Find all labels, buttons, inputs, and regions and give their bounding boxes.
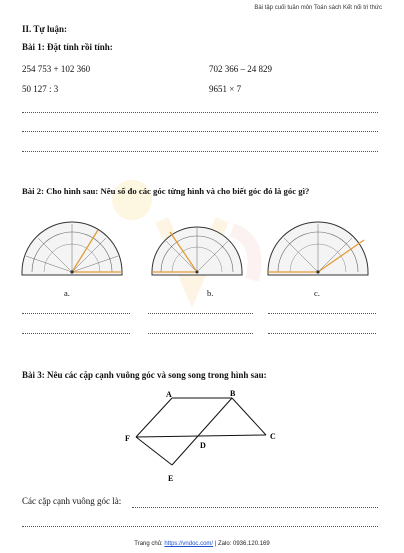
answer-line	[268, 333, 376, 334]
point-label-c: C	[270, 432, 276, 441]
point-label-b: B	[230, 389, 236, 398]
bai3-answer-label: Các cặp cạnh vuông góc là:	[22, 496, 122, 506]
point-label-a: A	[166, 390, 172, 399]
answer-line	[22, 313, 130, 314]
protractor-label-b: b.	[207, 288, 214, 298]
answer-line	[148, 333, 253, 334]
footer	[0, 541, 404, 547]
point-label-f: F	[125, 434, 130, 443]
point-label-e: E	[168, 474, 174, 483]
footer-prefix: Trang chủ:	[134, 541, 165, 547]
bai1-expr-1: 254 753 + 102 360	[22, 64, 91, 74]
bai3-title: Bài 3: Nêu các cặp cạnh vuông góc và song song trong hình sau:	[22, 370, 267, 380]
protractor-c-icon	[266, 220, 370, 276]
bai1-expr-2: 702 366 – 24 829	[209, 64, 272, 74]
answer-line	[132, 507, 378, 508]
protractor-a-icon	[20, 220, 124, 276]
answer-line	[22, 526, 378, 527]
header-note: Bài tập cuối tuần môn Toán sách Kết nối tri thức	[254, 5, 382, 11]
protractor-label-a: a.	[64, 288, 70, 298]
answer-line	[148, 313, 253, 314]
bai1-expr-3: 50 127 : 3	[22, 84, 59, 94]
footer-suffix: | Zalo: 0936.120.169	[213, 541, 270, 547]
footer-link[interactable]: https://vndoc.com/	[164, 541, 214, 547]
bai2-title: Bài 2: Cho hình sau: Nêu số đo các góc từng hình và cho biết góc đó là góc gì?	[22, 186, 310, 196]
geometry-figure	[120, 388, 290, 486]
protractor-b-icon	[150, 224, 244, 276]
point-label-d: D	[200, 441, 206, 450]
bai1-title: Bài 1: Đặt tính rồi tính:	[22, 42, 113, 52]
answer-line	[22, 112, 378, 113]
answer-line	[22, 333, 130, 334]
protractor-label-c: c.	[314, 288, 320, 298]
bai1-expr-4: 9651 × 7	[209, 84, 242, 94]
answer-line	[22, 151, 378, 152]
answer-line	[268, 313, 376, 314]
answer-line	[22, 131, 378, 132]
section-title: II. Tự luận:	[22, 24, 68, 34]
